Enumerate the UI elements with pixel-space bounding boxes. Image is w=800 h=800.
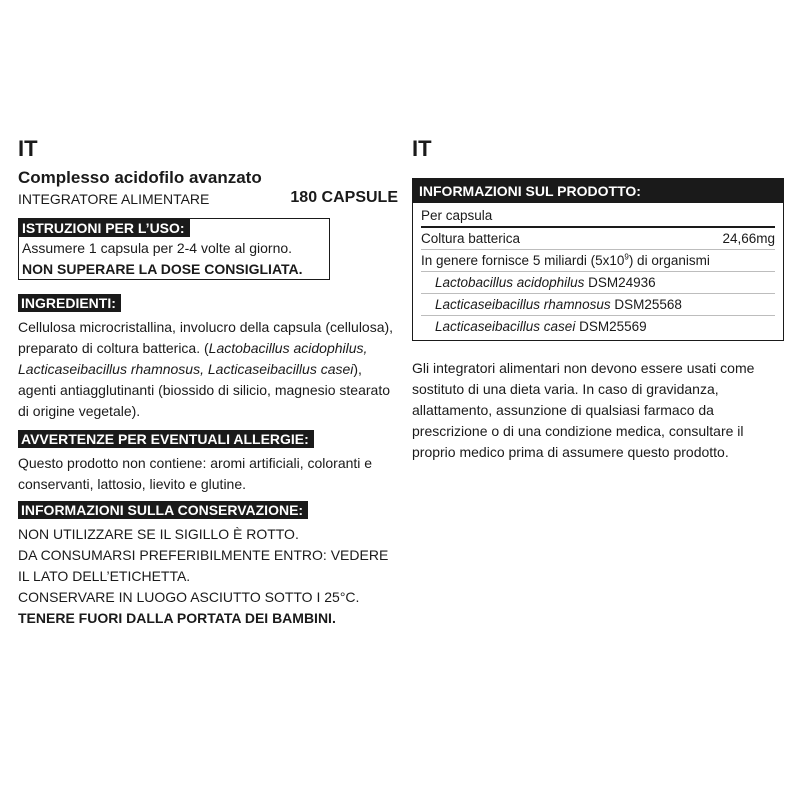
provides-text: ) di organismi (628, 253, 710, 268)
per-serving-row (421, 205, 775, 228)
allergens-section (18, 430, 398, 495)
children-warning: TENERE FUORI DALLA PORTATA DEI BAMBINI. (18, 610, 336, 626)
provides-exponent: 9 (624, 252, 629, 262)
ingredients-strains: Lactobacillus acidophilus, Lacticaseibacillus rhamnosus, Lacticaseibacillus casei (18, 340, 368, 377)
language-code: IT (18, 136, 38, 161)
storage-line: DA CONSUMARSI PREFERIBILMENTE ENTRO: VEDERE IL LATO DELL’ETICHETTA. (18, 547, 389, 584)
culture-row (421, 228, 775, 250)
provides-row (421, 250, 775, 272)
ingredients-header: INGREDIENTI: (18, 294, 121, 312)
strain-code: DSM25569 (579, 319, 647, 334)
strain-row (421, 294, 775, 316)
disclaimer-text: Gli integratori alimentari non devono essere usati come sostituto di una dieta varia. In caso di gravidanza, allattamento, assunzione di qualsiasi farmaco da prescrizione o di una condizione medica, consultare il proprio medico prima di assumere questo prodotto. (412, 360, 755, 460)
provides-text: In genere fornisce 5 miliardi (5x10 (421, 253, 625, 268)
strain-code: DSM25568 (614, 297, 682, 312)
product-info-header: INFORMAZIONI SUL PRODOTTO: (413, 179, 783, 203)
strain-name: Lacticaseibacillus casei (435, 319, 576, 334)
storage-section (18, 501, 398, 629)
culture-value: 24,66mg (722, 231, 775, 246)
strain-name: Lacticaseibacillus rhamnosus (435, 297, 611, 312)
culture-label: Coltura batterica (421, 231, 521, 246)
per-serving-label: Per capsula (421, 208, 493, 223)
strain-row (421, 316, 775, 337)
ingredients-text (18, 317, 398, 422)
ingredients-text-part: Cellulosa microcristallina, involucro della capsula (cellulosa), preparato di coltura batterica. ( (18, 319, 394, 356)
language-code: IT (412, 136, 432, 161)
capsule-count: 180 CAPSULE (290, 189, 398, 206)
usage-box (18, 218, 330, 280)
allergens-header: AVVERTENZE PER EVENTUALI ALLERGIE: (18, 430, 314, 448)
dose-warning: NON SUPERARE LA DOSE CONSIGLIATA. (22, 261, 303, 277)
strain-row (421, 272, 775, 294)
usage-instruction: Assumere 1 capsula per 2-4 volte al giorno. (22, 240, 293, 256)
ingredients-text-part: ), agenti antiagglutinanti (biossido di silicio, magnesio stearato di origine vegetale). (18, 361, 390, 419)
storage-line: CONSERVARE IN LUOGO ASCIUTTO SOTTO I 25°C. (18, 589, 360, 605)
storage-header: INFORMAZIONI SULLA CONSERVAZIONE: (18, 501, 308, 519)
product-info-panel (412, 178, 784, 341)
allergens-text: Questo prodotto non contiene: aromi artificiali, coloranti e conservanti, lattosio, lievito e glutine. (18, 455, 373, 492)
product-title: Complesso acidofilo avanzato (18, 168, 262, 187)
strain-name: Lactobacillus acidophilus (435, 275, 585, 290)
product-subtitle: INTEGRATORE ALIMENTARE (18, 191, 210, 207)
ingredients-section (18, 294, 398, 422)
storage-line: NON UTILIZZARE SE IL SIGILLO È ROTTO. (18, 526, 299, 542)
usage-header: ISTRUZIONI PER L’USO: (19, 219, 190, 237)
strain-code: DSM24936 (588, 275, 656, 290)
